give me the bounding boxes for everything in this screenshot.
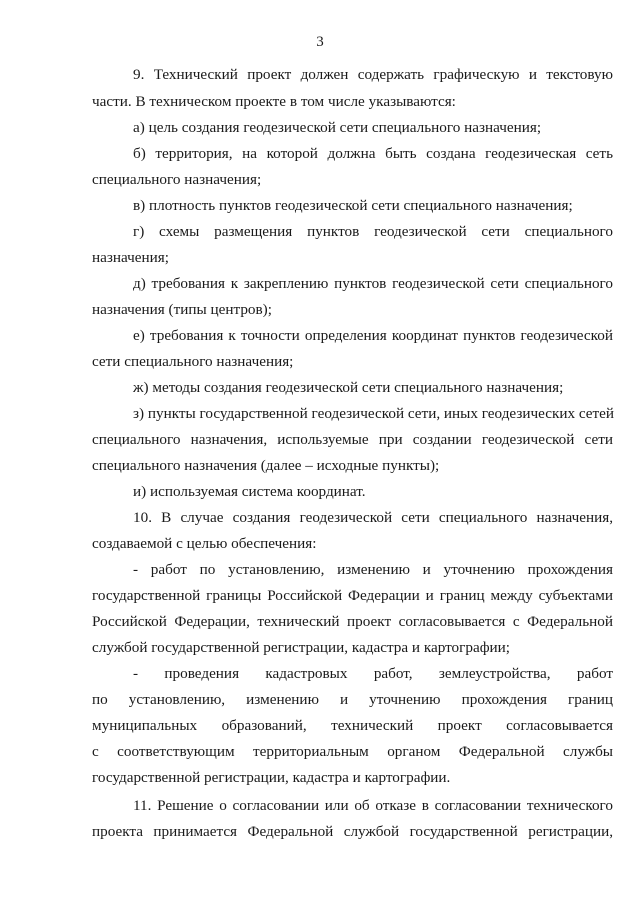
text-line: назначения (типы центров); <box>92 301 272 318</box>
text-line: части. В техническом проекте в том числе указываются: <box>92 93 456 110</box>
text-line: муниципальных образований, технический проект согласовывается <box>92 717 613 734</box>
text-line: - проведения кадастровых работ, землеустройства, работ <box>133 665 613 682</box>
text-line: назначения; <box>92 249 169 266</box>
text-line: создаваемой с целью обеспечения: <box>92 535 317 552</box>
text-line: е) требования к точности определения координат пунктов геодезической <box>133 327 613 344</box>
page-number: 3 <box>316 34 324 50</box>
text-line: и) используемая система координат. <box>133 483 366 500</box>
text-line: проекта принимается Федеральной службой государственной регистрации, <box>92 823 613 840</box>
text-line: с соответствующим территориальным органом Федеральной службы <box>92 743 613 760</box>
text-line: б) территория, на которой должна быть создана геодезическая сеть <box>133 145 613 162</box>
text-line: службой государственной регистрации, кадастра и картографии; <box>92 639 511 656</box>
text-line: а) цель создания геодезической сети специального назначения; <box>133 119 542 136</box>
text-line: сети специального назначения; <box>92 353 294 370</box>
text-line: г) схемы размещения пунктов геодезической сети специального <box>133 223 613 240</box>
text-line: специального назначения; <box>92 171 262 188</box>
text-line: специального назначения (далее – исходные пункты); <box>92 457 440 474</box>
text-line: ж) методы создания геодезической сети специального назначения; <box>133 379 564 396</box>
text-line: з) пункты государственной геодезической сети, иных геодезических сетей <box>133 405 615 422</box>
text-line: 9. Технический проект должен содержать графическую и текстовую <box>133 66 613 83</box>
text-line: 11. Решение о согласовании или об отказе в согласовании технического <box>133 797 613 814</box>
text-line: в) плотность пунктов геодезической сети специального назначения; <box>133 197 573 214</box>
text-line: Российской Федерации, технический проект согласовывается с Федеральной <box>92 613 613 630</box>
text-line: д) требования к закреплению пунктов геодезической сети специального <box>133 275 613 292</box>
text-line: по установлению, изменению и уточнению прохождения границ <box>92 691 613 708</box>
text-line: специального назначения, используемые при создании геодезической сети <box>92 431 613 448</box>
text-line: 10. В случае создания геодезической сети специального назначения, <box>133 509 613 526</box>
text-line: - работ по установлению, изменению и уточнению прохождения <box>133 561 613 578</box>
text-line: государственной регистрации, кадастра и картографии. <box>92 769 451 786</box>
text-line: государственной границы Российской Федерации и границ между субъектами <box>92 587 613 604</box>
